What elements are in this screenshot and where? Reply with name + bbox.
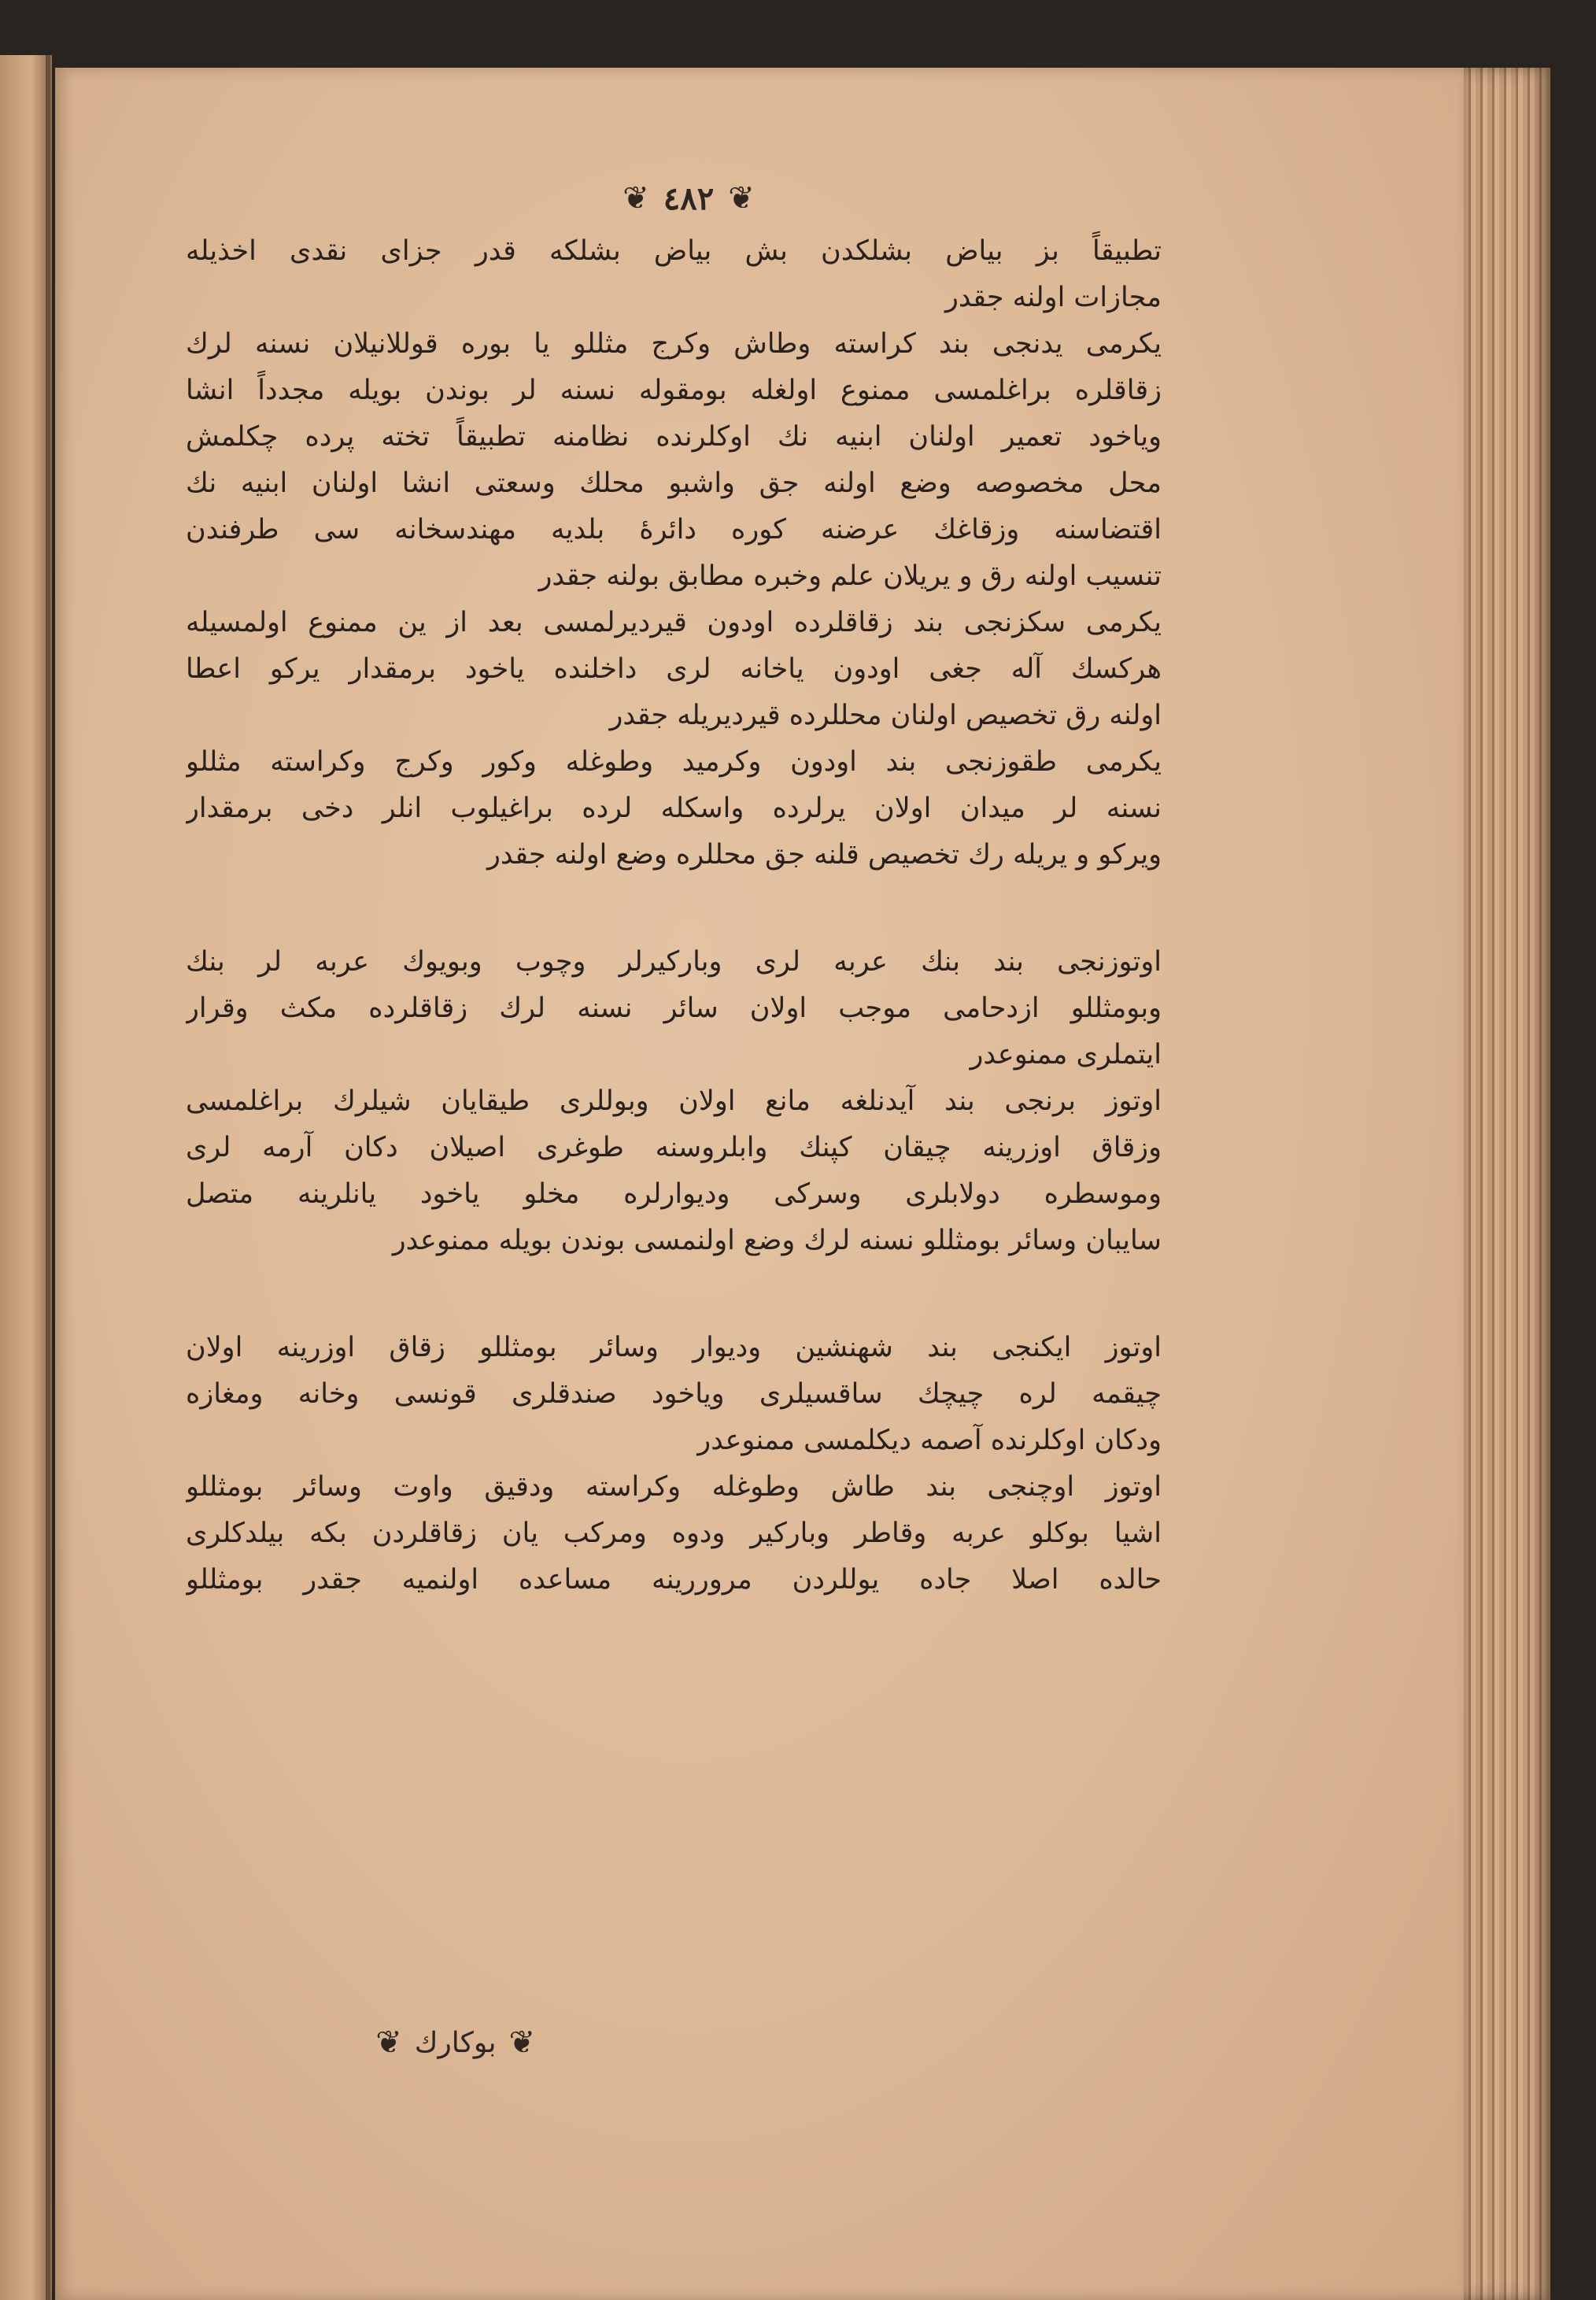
ornament-left-icon: ❦ [375,2025,402,2061]
text-line: سايبان وسائر بومثللو نسنه لرك وضع اولنمسى بوندن بويله ممنوعدر [392,1225,1162,1256]
page-header [598,175,779,222]
text-line: مجازات اولنه جقدر [944,282,1162,313]
page-number: ٤٨٢ [663,179,715,217]
text-line: اقتضاسنه وزقاغك عرضنه كوره دائرهٔ بلديه مهندسخانه سى طرفندن [186,514,1162,545]
text-line: وبومثللو ازدحامى موجب اولان سائر نسنه لرك زقاقلرده مكث وقرار [186,993,1162,1024]
text-line: وزقاق اوزرينه چيقان كپنك وابلروسنه طوغرى اصيلان دكان آرمه لرى [186,1132,1162,1163]
previous-page-edge [0,55,52,2300]
text-line: چيقمه لره چيچك ساقسيلرى وياخود صندقلرى قونسى وخانه ومغازه [186,1378,1162,1410]
text-line: حالده اصلا جاده يوللردن مروررينه مساعده اولنميه جقدر بومثللو [186,1564,1162,1596]
text-line: اولنه رق تخصيص اولنان محللرده قيرديريله جقدر [609,700,1162,731]
text-line: نسنه لر ميدان اولان يرلرده واسكله لرده براغيلوب انلر دخى برمقدار [186,793,1162,824]
body-text [186,228,1162,1603]
text-line: ويركو و يريله رك تخصيص قلنه جق محللره وضع اولنه جقدر [487,839,1162,871]
text-line: اوتوز اوچنجى بند طاش وطوغله وكراسته ودقيق واوت وسائر بومثللو [186,1471,1162,1503]
text-line: وموسطره دولابلرى وسركى وديوارلره مخلو ياخود يانلرينه متصل [186,1178,1162,1210]
text-line: يكرمى سكزنجى بند زقاقلرده اودون قيرديرلمسى بعد از ين ممنوع اولمسيله [186,607,1162,638]
text-line: تنسيب اولنه رق و يريلان علم وخبره مطابق بولنه جقدر [538,560,1162,592]
text-line: وياخود تعمير اولنان ابنيه نك اوكلرنده نظامنه تطبيقاً تخته پرده چكلمش [186,421,1162,453]
text-line: ودكان اوكلرنده آصمه ديكلمسى ممنوعدر [697,1425,1162,1456]
catchword [315,2019,535,2066]
text-line: هركسك آله جغى اودون ياخانه لرى داخلنده ياخود برمقدار يركو اعطا [186,653,1162,685]
text-line: محل مخصوصه وضع اولنه جق واشبو محلك وسعتى انشا اولنان ابنيه نك [186,468,1162,499]
text-line: ايتملرى ممنوعدر [970,1039,1162,1070]
text-line: اوتوز ايكنجى بند شهنشين وديوار وسائر بومثللو زقاق اوزرينه اولان [186,1332,1162,1363]
text-line: زقاقلره براغلمسى ممنوع اولغله بومقوله نسنه لر بوندن بويله مجدداً انشا [186,375,1162,406]
ornament-right-icon: ❦ [508,2025,535,2061]
ornament-right-icon: ❦ [728,180,755,216]
page-stack-edge [1464,68,1550,2300]
catchword-text: بوكارك [414,2026,497,2059]
text-line: يكرمى يدنجى بند كراسته وطاش وكرج مثللو يا بوره قوللانيلان نسنه لرك [186,328,1162,360]
text-line: اشيا بوكلو عربه وقاطر وباركير ودوه ومركب يان زقاقلردن بكه بيلدكلرى [186,1518,1162,1549]
text-line: يكرمى طقوزنجى بند اودون وكرميد وطوغله وكور وكرج وكراسته مثللو [186,746,1162,778]
ornament-left-icon: ❦ [623,180,649,216]
text-line: اوتوز برنجى بند آيدنلغه مانع اولان وبوللرى طيقايان شيلرك براغلمسى [186,1085,1162,1117]
text-line: تطبيقاً بز بياض بشلكدن بش بياض بشلكه قدر جزاى نقدى اخذيله [186,235,1162,267]
text-line: اوتوزنجى بند بنك عربه لرى وباركيرلر وچوب وبويوك عربه لر بنك [186,946,1162,978]
